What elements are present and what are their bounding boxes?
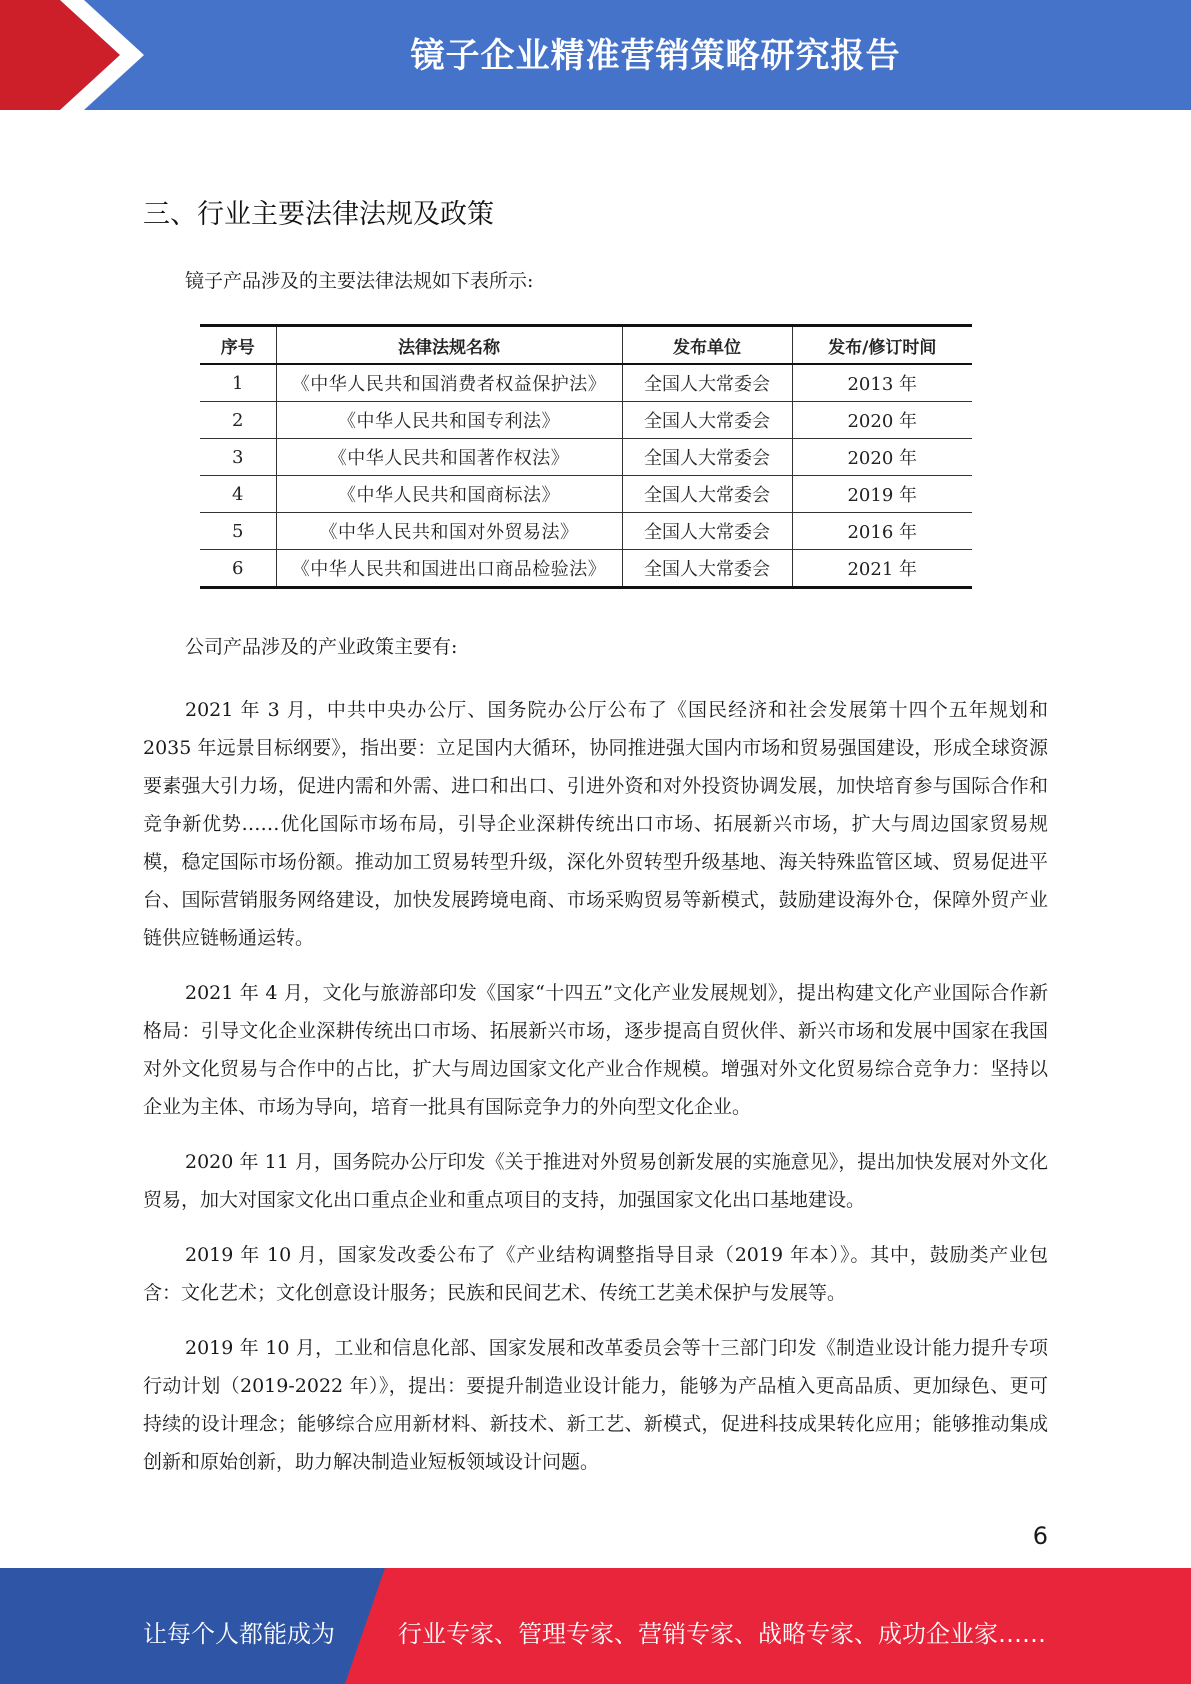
cell-law-name: 《中华人民共和国对外贸易法》 [276, 513, 622, 550]
cell-law-name: 《中华人民共和国专利法》 [276, 402, 622, 439]
page-number: 6 [1032, 1522, 1048, 1550]
section-heading: 三、行业主要法律法规及政策 [143, 199, 494, 230]
cell-law-name: 《中华人民共和国著作权法》 [276, 439, 622, 476]
footer-slogan-left: 让每个人都能成为 [143, 1620, 335, 1648]
cell-date: 2016 年 [792, 513, 972, 550]
table-row [200, 476, 972, 513]
cell-issuer: 全国人大常委会 [622, 364, 792, 402]
cell-law-name: 《中华人民共和国进出口商品检验法》 [276, 550, 622, 588]
body-paragraph: 2019 年 10 月，工业和信息化部、国家发展和改革委员会等十三部门印发《制造业设计能力提升专项行动计划（2019-2022 年）》，提出：要提升制造业设计能力，能够为产品植入更高品质、更加绿色、更可持续的设计理念；能够综合应用新材料、新技术、新工艺、新模式，促进科技成果转化应用；能够推动集成创新和原始创新，助力解决制造业短板领域设计问题。 [143, 1337, 1048, 1473]
cell-index: 4 [200, 476, 276, 513]
body-paragraph: 2020 年 11 月，国务院办公厅印发《关于推进对外贸易创新发展的实施意见》，提出加快发展对外文化贸易，加大对国家文化出口重点企业和重点项目的支持，加强国家文化出口基地建设。 [143, 1151, 1048, 1211]
header-index: 序号 [200, 326, 276, 365]
cell-issuer: 全国人大常委会 [622, 439, 792, 476]
cell-index: 5 [200, 513, 276, 550]
page-footer [0, 1568, 1191, 1684]
cell-law-name: 《中华人民共和国商标法》 [276, 476, 622, 513]
body-lead: 公司产品涉及的产业政策主要有: [185, 636, 458, 658]
header-issuer: 发布单位 [622, 326, 792, 365]
cell-index: 2 [200, 402, 276, 439]
section-intro: 镜子产品涉及的主要法律法规如下表所示: [185, 270, 534, 292]
cell-issuer: 全国人大常委会 [622, 550, 792, 588]
table-row [200, 513, 972, 550]
table-row [200, 550, 972, 588]
body-paragraph: 2021 年 4 月，文化与旅游部印发《国家“十四五”文化产业发展规划》，提出构建文化产业国际合作新格局：引导文化企业深耕传统出口市场、拓展新兴市场，逐步提高自贸伙伴、新兴市场和发展中国家在我国对外文化贸易与合作中的占比，扩大与周边国家文化产业合作规模。增强对外文化贸易综合竞争力：坚持以企业为主体、市场为导向，培育一批具有国际竞争力的外向型文化企业。 [143, 982, 1048, 1118]
cell-date: 2020 年 [792, 402, 972, 439]
table-row [200, 439, 972, 476]
cell-issuer: 全国人大常委会 [622, 476, 792, 513]
laws-table [200, 324, 972, 589]
header-date: 发布/修订时间 [792, 326, 972, 365]
page-header [0, 0, 1191, 110]
cell-index: 1 [200, 364, 276, 402]
table-header-row [200, 326, 972, 365]
body-paragraph: 2021 年 3 月，中共中央办公厅、国务院办公厅公布了《国民经济和社会发展第十四个五年规划和 2035 年远景目标纲要》，指出要：立足国内大循环，协同推进强大国内市场和贸易强国建设，形成全球资源要素强大引力场，促进内需和外需、进口和出口、引进外资和对外投资协调发展，加快培育参与国际合作和竞争新优势……优化国际市场布局，引导企业深耕传统出口市场、拓展新兴市场，扩大与周边国家贸易规模，稳定国际市场份额。推动加工贸易转型升级，深化外贸转型升级基地、海关特殊监管区域、贸易促进平台、国际营销服务网络建设，加快发展跨境电商、市场采购贸易等新模式，鼓励建设海外仓，保障外贸产业链供应链畅通运转。 [143, 699, 1048, 949]
header-law-name: 法律法规名称 [276, 326, 622, 365]
cell-date: 2020 年 [792, 439, 972, 476]
cell-date: 2019 年 [792, 476, 972, 513]
table-row [200, 402, 972, 439]
table-row [200, 364, 972, 402]
cell-issuer: 全国人大常委会 [622, 402, 792, 439]
cell-date: 2013 年 [792, 364, 972, 402]
cell-index: 6 [200, 550, 276, 588]
header-title: 镜子企业精准营销策略研究报告 [410, 36, 901, 76]
footer-slogan-right: 行业专家、管理专家、营销专家、战略专家、成功企业家…… [398, 1620, 1046, 1648]
cell-index: 3 [200, 439, 276, 476]
cell-date: 2021 年 [792, 550, 972, 588]
body-text [143, 628, 1048, 1498]
body-paragraph: 2019 年 10 月，国家发改委公布了《产业结构调整指导目录（2019 年本）》。其中，鼓励类产业包含：文化艺术；文化创意设计服务；民族和民间艺术、传统工艺美术保护与发展等。 [143, 1244, 1048, 1304]
cell-issuer: 全国人大常委会 [622, 513, 792, 550]
cell-law-name: 《中华人民共和国消费者权益保护法》 [276, 364, 622, 402]
